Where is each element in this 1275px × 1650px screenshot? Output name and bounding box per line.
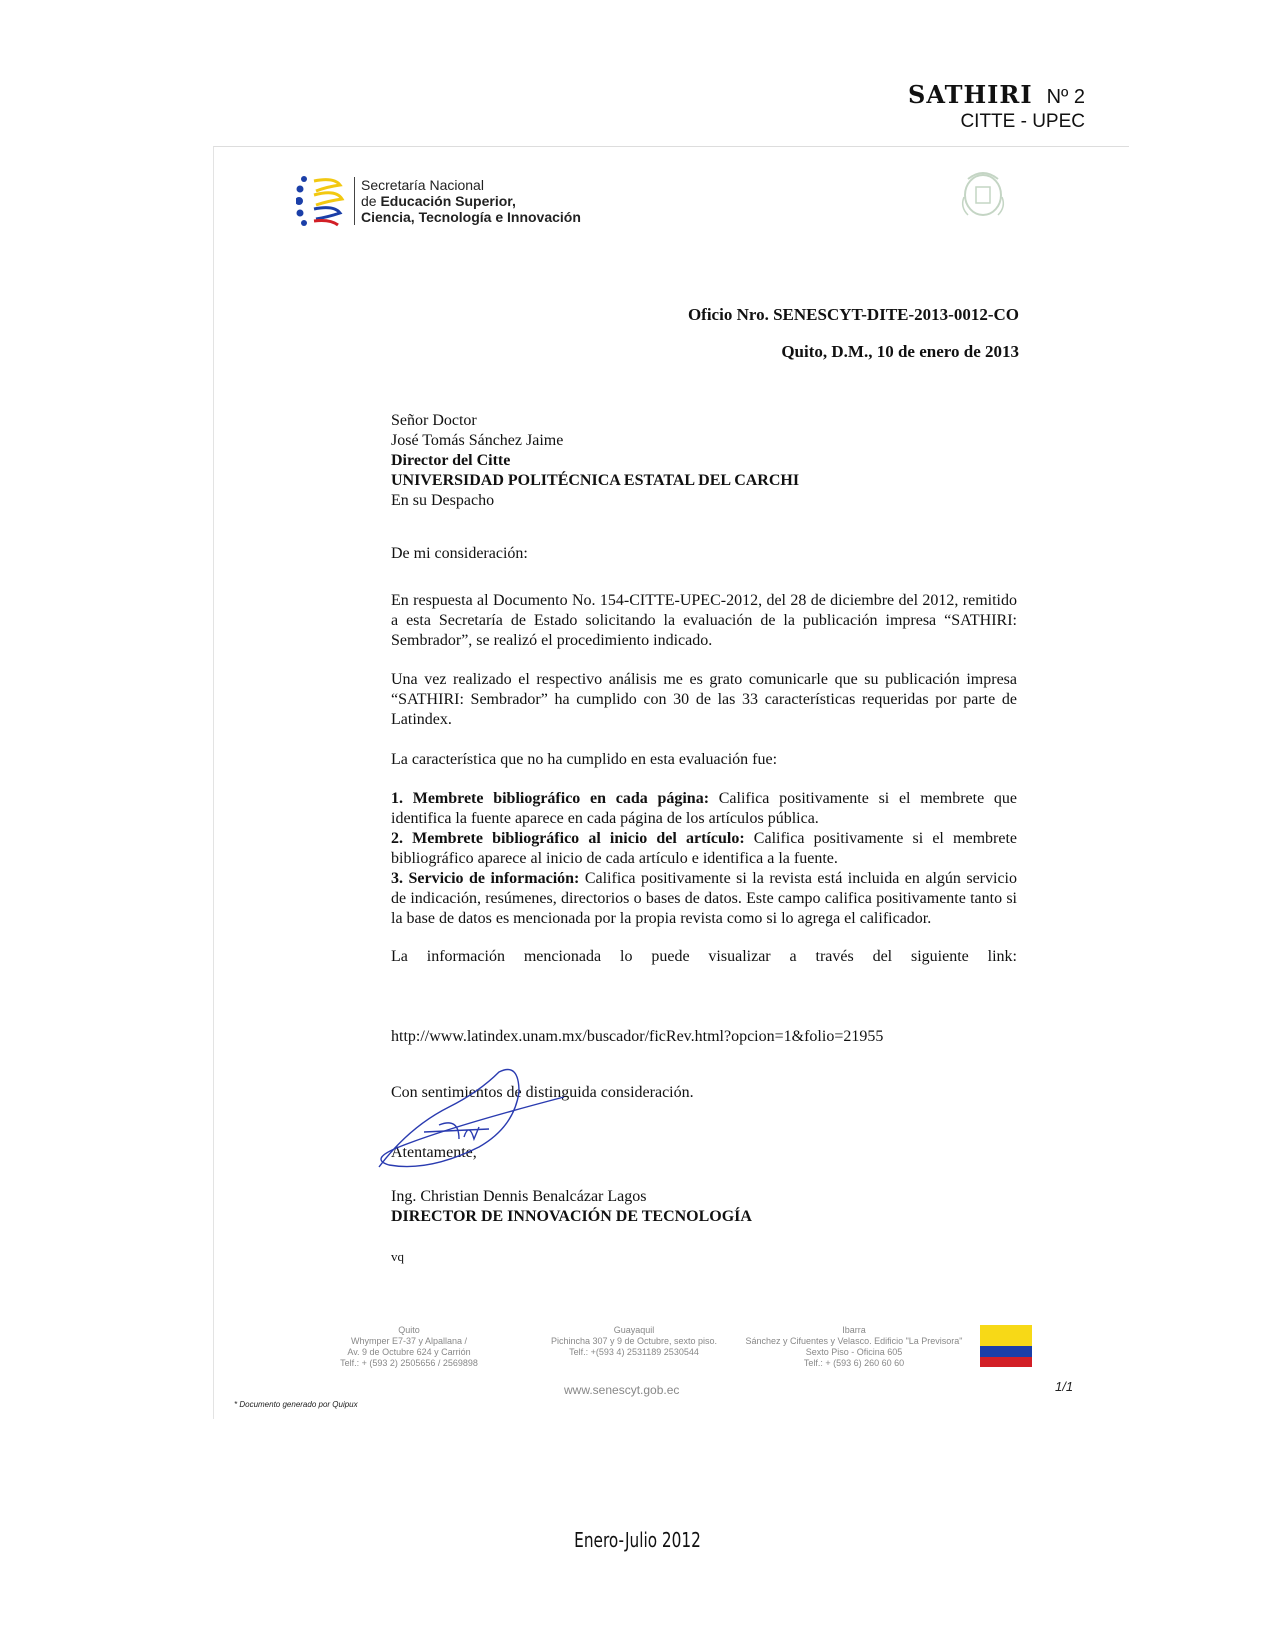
footer-line: Telf.: + (593 6) 260 60 60 [803, 1358, 905, 1368]
coat-of-arms-icon [958, 167, 1008, 221]
page-number: 1/1 [1055, 1379, 1074, 1394]
paragraph-1: En respuesta al Documento No. 154-CITTE-UPEC-2012, del 28 de diciembre del 2012, remitido a esta Secretaría de Estado solicitando la evaluación de la publicación impresa “SATHIRI: Sembrador”, se realizó el procedimiento indicado. [391, 592, 1017, 649]
paragraph-3: La característica que no ha cumplido en esta evaluación fue: [391, 751, 778, 768]
flag-stripe-red [980, 1357, 1032, 1367]
footer-website[interactable]: www.senescyt.gob.ec [564, 1383, 680, 1397]
criteria-text: Califica positivamente si la revista está incluida en algún servicio de indicación, resúmenes, directorios o bases de datos. Este campo califica positivamente tanto si la base de datos es mencionada por la propia revista como si lo agrega el calificador. [391, 870, 1018, 927]
logo-text [354, 177, 581, 225]
logo-line-3 [361, 209, 581, 225]
closing: Con sentimientos de distinguida consideración. [391, 1084, 694, 1101]
footer-line: Sánchez y Cifuentes y Velasco. Edificio "La Previsora" [745, 1336, 963, 1346]
journal-header [908, 80, 1085, 133]
recipient-title: Señor Doctor [391, 412, 477, 429]
paragraph-4 [391, 947, 1017, 967]
recipient-location: En su Despacho [391, 492, 495, 509]
journal-period-footer: Enero-Julio 2012 [574, 1528, 701, 1552]
recipient-institution: UNIVERSIDAD POLITÉCNICA ESTATAL DEL CARCHI [391, 472, 800, 489]
footer-guayaquil [544, 1325, 724, 1358]
criteria-label: 2. Membrete bibliográfico al inicio del artículo: [391, 830, 745, 847]
signer-title: DIRECTOR DE INNOVACIÓN DE TECNOLOGÍA [391, 1208, 752, 1225]
recipient-block [391, 411, 1017, 511]
generated-note: * Documento generado por Quipux [234, 1400, 358, 1409]
journal-issue: Nº 2 [1046, 86, 1085, 108]
journal-org: CITTE - UPEC [960, 111, 1085, 132]
senescyt-logo [296, 173, 581, 229]
latindex-link[interactable]: http://www.latindex.unam.mx/buscador/ficRev.html?opcion=1&folio=21955 [391, 1028, 884, 1045]
footer-line: Telf.: +(593 4) 2531189 2530544 [569, 1347, 699, 1357]
footer-line: Telf.: + (593 2) 2505656 / 2569898 [340, 1358, 478, 1368]
flag-stripe-blue [980, 1346, 1032, 1357]
criteria-item [391, 829, 1017, 869]
logo-line-2 [361, 193, 581, 209]
footer-line: Pichincha 307 y 9 de Octubre, sexto piso. [550, 1336, 718, 1346]
flag-stripe-yellow [980, 1325, 1032, 1346]
criteria-item [391, 789, 1017, 829]
scanned-letter [213, 146, 1129, 1419]
recipient-name: José Tomás Sánchez Jaime [391, 432, 564, 449]
paragraph-2: Una vez realizado el respectivo análisis me es grato comunicarle que su publicación impresa “SATHIRI: Sembrador” ha cumplido con 30 de las 33 características requeridas por parte de Latindex. [391, 671, 1017, 728]
signer-block [391, 1187, 1017, 1227]
place-date: Quito, D.M., 10 de enero de 2013 [781, 342, 1019, 361]
criteria-text: Califica positivamente si el membrete que identifica la fuente aparece en cada página de los artículos pública. [391, 790, 1018, 827]
logo-line-1: Secretaría Nacional [361, 177, 484, 193]
footer-city: Quito [398, 1325, 420, 1335]
typist-initials: vq [391, 1249, 404, 1264]
footer-quito [334, 1325, 484, 1369]
ecuador-flag-icon [980, 1325, 1032, 1367]
farewell: Atentamente, [391, 1144, 477, 1161]
senescyt-logo-icon [296, 173, 348, 229]
footer-line: Av. 9 de Octubre 624 y Carrión [347, 1347, 471, 1357]
criteria-list [391, 789, 1017, 929]
journal-name: SATHIRI [907, 80, 1033, 109]
signature-icon [369, 1067, 569, 1177]
footer-ibarra [734, 1325, 974, 1369]
footer-line: Whymper E7-37 y Alpallana / [350, 1336, 468, 1346]
footer-city: Guayaquil [613, 1325, 655, 1335]
logo-line-3-bold: Ciencia, Tecnología e Innovación [361, 209, 581, 225]
footer-line: Sexto Piso - Oficina 605 [805, 1347, 903, 1357]
document-reference: Oficio Nro. SENESCYT-DITE-2013-0012-CO [687, 305, 1019, 324]
paragraph-4-text: La información mencionada lo puede visualizar a través del siguiente link: [391, 948, 1017, 965]
logo-line-2-prefix: de [361, 193, 377, 209]
recipient-position: Director del Citte [391, 452, 511, 469]
criteria-label: 3. Servicio de información: [391, 870, 580, 887]
signer-name: Ing. Christian Dennis Benalcázar Lagos [391, 1188, 647, 1205]
criteria-text: Califica positivamente si el membrete bibliográfico aparece al inicio de cada artículo e identifica a la fuente. [391, 830, 1017, 867]
criteria-label: 1. Membrete bibliográfico en cada página: [391, 790, 710, 807]
criteria-item [391, 869, 1017, 929]
logo-line-2-bold: Educación Superior, [380, 193, 516, 209]
greeting: De mi consideración: [391, 545, 528, 562]
footer-city: Ibarra [842, 1325, 866, 1335]
